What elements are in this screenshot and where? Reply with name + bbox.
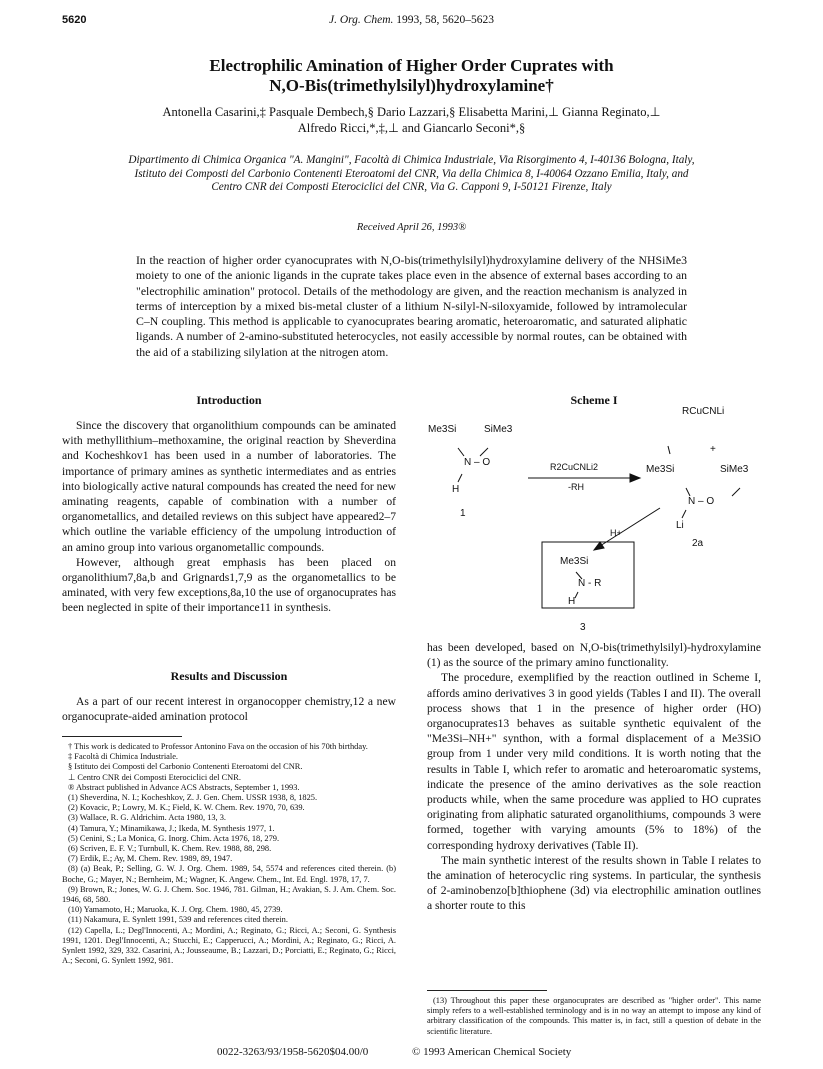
scheme-plus: + [710, 444, 716, 455]
author-list [110, 104, 713, 136]
reference: (2) Kovacic, P.; Lowry, M. K.; Field, K. W. Chem. Rev. 1970, 70, 639. [68, 803, 305, 813]
scheme-n-r-3: N - R [578, 578, 602, 589]
introduction-heading: Introduction [196, 393, 262, 407]
scheme-bonds [420, 396, 780, 636]
scheme-reagent: R2CuCNLi2 [550, 462, 599, 472]
reference: (4) Tamura, Y.; Minamikawa, J.; Ikeda, M. Synthesis 1977, 1. [68, 823, 275, 833]
paper-title [80, 56, 743, 96]
scheme-byproduct: -RH [568, 482, 584, 492]
right-paragraph-1: has been developed, based on N,O-bis(trimethylsilyl)-hydroxylamine (1) as the source of the primary amino functionality. [427, 641, 761, 670]
results-body [62, 694, 396, 724]
reference: (8) (a) Beak, P.; Selling, G. W. J. Org. Chem. 1989, 54, 5574 and references cited therein. (b) Boche, G.; Mayer, N.; Bernheim, M.; Wagner, K. Angew. Chem., Int. Ed. Engl. 1978, 17, 7. [62, 864, 396, 884]
reference: (11) Nakamura, E. Synlett 1991, 539 and references cited therein. [68, 915, 288, 925]
reference: (5) Cenini, S.; La Monica, G. Inorg. Chim. Acta 1976, 18, 279. [68, 833, 280, 843]
journal-year-volume: 1993, 58, 5620–5623 [396, 14, 495, 26]
scheme-me3si-3: Me3Si [560, 556, 589, 567]
scheme-me3si-2: Me3Si [646, 464, 675, 475]
scheme-n-o-1: N – O [464, 457, 491, 468]
reference: (3) Wallace, R. G. Aldrichim. Acta 1980, 13, 3. [68, 813, 227, 823]
footnote-rule [62, 736, 182, 737]
scheme-h-3: H [568, 596, 576, 607]
abstract: In the reaction of higher order cyanocuprates with N,O-bis(trimethylsilyl)hydroxylamine delivery of the NHSiMe3 moiety to one of the anionic ligands in the cuprate takes place even in the absence of external bases according to an "electrophilic amination" protocol. Details of the methodology are given, and the reaction mechanism is analyzed in terms of interception by a mixed bis-metal cluster of a lithium N-silyl-N-siloxyamide, followed by intramolecular C–N coupling. This method is applicable to cyanocuprates bearing aromatic, heteroaromatic, and saturated aliphatic ligands. A number of 2-amino-substituted heterocycles, not easily accessible by normal routes, can be obtained with the aid of a stabilizing silylation at the nitrogen atom. [136, 253, 687, 359]
intro-paragraph-2: However, although great emphasis has been placed on organolithium7,8a,b and Grignards1,7,9 as the organometallics to be aminated, with very few exceptions,8a,10 the use of organocuprates has been neglected in spite of their importance11 in synthesis. [62, 555, 396, 615]
compound-label-1: 1 [460, 508, 466, 519]
scheme-sime3-1: SiMe3 [484, 424, 513, 435]
running-header [62, 14, 761, 30]
article-code: 0022-3263/93/1958-5620$04.00/0 [217, 1046, 369, 1058]
scheme-1 [420, 396, 780, 636]
footnotes [62, 742, 396, 966]
scheme-proton: H+ [610, 528, 622, 538]
reference: (10) Yamamoto, H.; Maruoka, K. J. Org. Chem. 1980, 45, 2739. [68, 905, 283, 915]
scheme-sime3-2: SiMe3 [720, 464, 749, 475]
authors-line-1: Antonella Casarini,‡ Pasquale Dembech,§ Dario Lazzari,§ Elisabetta Marini,⊥ Gianna Reginato,⊥ [162, 105, 661, 119]
title-line-1: Electrophilic Amination of Higher Order Cuprates with [209, 56, 614, 75]
footnote: ⊥ Centro CNR dei Composti Eterociclici del CNR. [68, 772, 241, 782]
results-heading: Results and Discussion [170, 669, 288, 683]
page-number: 5620 [62, 14, 87, 26]
compound-label-2a: 2a [692, 538, 704, 549]
right-footnote-rule [427, 990, 547, 991]
received-date: Received April 26, 1993® [356, 222, 467, 233]
scheme-heading: Scheme I [570, 393, 618, 407]
authors-line-2: Alfredo Ricci,*,‡,⊥ and Giancarlo Seconi*,§ [297, 121, 526, 135]
scheme-li-2: Li [676, 520, 684, 531]
title-line-2: N,O-Bis(trimethylsilyl)hydroxylamine† [269, 76, 554, 95]
compound-label-3: 3 [580, 622, 586, 633]
footnote: ® Abstract published in Advance ACS Abstracts, September 1, 1993. [68, 782, 300, 792]
journal-name: J. Org. Chem. [328, 14, 394, 26]
scheme-rcucnli: RCuCNLi [682, 406, 725, 417]
footnote: † This work is dedicated to Professor Antonino Fava on the occasion of his 70th birthday. [68, 742, 368, 751]
introduction-body [62, 418, 396, 616]
reference: (7) Erdik, E.; Ay, M. Chem. Rev. 1989, 89, 1947. [68, 854, 233, 864]
affiliations: Dipartimento di Chimica Organica "A. Mangini", Facoltà di Chimica Industriale, Via Risorgimento 4, I-40136 Bologna, Italy, Istituto dei Composti del Carbonio Contenenti Eteroatomi del CNR, Via della Chimica 8, I-40064 Ozzano Emilia, Italy, and Centro CNR dei Composti Eterociclici del CNR, Via G. Capponi 9, I-50121 Firenze, Italy [128, 154, 695, 193]
scheme-h-1: H [452, 484, 460, 495]
reference: (12) Capella, L.; Degl'Innocenti, A.; Mordini, A.; Reginato, G.; Ricci, A.; Seconi, G. Synthesis 1991, 1201. Degl'Innocenti, A.; Stucchi, E.; Capperucci, A.; Mordini, A.; Reginato, G.; Ricci, A. Synlett 1992, 329, 332. Casarini, A.; Jousseaume, B.; Lazzari, D.; Porciatti, E.; Reginato, G.; Ricci, A.; Seconi, G. Synlett 1992, 981. [62, 925, 396, 966]
footnote-13: (13) Throughout this paper these organocuprates are described as "higher order". This name simply refers to a well-established terminology and is in no way an attempt to impose any kind of arbitrary classification of the compounds. This matter is, in fact, still a question of debate in the scientific literature. [427, 996, 761, 1036]
reference: (1) Sheverdina, N. I.; Kocheshkov, Z. J. Gen. Chem. USSR 1938, 8, 1825. [68, 793, 318, 803]
footnote: ‡ Facoltà di Chimica Industriale. [68, 752, 179, 762]
right-column-body [427, 640, 761, 914]
right-paragraph-3: The main synthetic interest of the results shown in Table I relates to the amination of heterocyclic ring systems. In particular, the synthesis of 2-aminobenzo[b]thiophene (3d) via electrophilic amination outlines a shorter route to this [427, 853, 761, 913]
reference: (6) Scriven, E. F. V.; Turnbull, K. Chem. Rev. 1988, 88, 298. [68, 844, 272, 854]
right-paragraph-2: The procedure, exemplified by the reaction outlined in Scheme I, affords amino derivatives 3 in good yields (Tables I and II). The overall process shows that 1 in the presence of higher order (HO) organocuprates13 behaves as suitable synthetic equivalent of the "Me3Si–NH+" synthon, with a formal displacement of a Me3SiO group from 1 under very mild conditions. It is worth noting that the results in Table I, which refer to aromatic and heteroaromatic systems, indicate the presence of the amino derivatives as the sole reaction products while, when the same procedure was applied to HO cuprates originating from aliphatic saturated organolithiums, compounds 3 were formed, together with varying amounts (5% to 18%) of the corresponding hydroxy derivatives (Table II). [427, 671, 761, 852]
reference: (9) Brown, R.; Jones, W. G. J. Chem. Soc. 1946, 781. Gilman, H.; Avakian, S. J. Am. Chem. Soc. 1946, 68, 580. [62, 884, 396, 905]
results-paragraph-1: As a part of our recent interest in organocopper chemistry,12 a new organocuprate-aided amination protocol [62, 695, 396, 724]
copyright: © 1993 American Chemical Society [412, 1046, 572, 1058]
scheme-me3si-1: Me3Si [428, 424, 457, 435]
scheme-n-o-2: N – O [688, 496, 715, 507]
intro-paragraph-1: Since the discovery that organolithium compounds can be aminated with methyllithium–methoxamine, the original reaction by Sheverdina and Kocheshkov1 has been used in a number of laboratories. The importance of primary amines as synthetic intermediates and as entries into biologically active natural compounds has created the need for new aminating reagents, capable of combination with a number of organometallics, and detailed reviews on this subject have appeared2–7 which outline the variable efficiency of the umpolung introduction of an amino group into various organometallic compounds. [62, 419, 396, 554]
footnote: § Istituto dei Composti del Carbonio Contenenti Eteroatomi del CNR. [68, 762, 303, 772]
journal-citation [62, 14, 761, 26]
